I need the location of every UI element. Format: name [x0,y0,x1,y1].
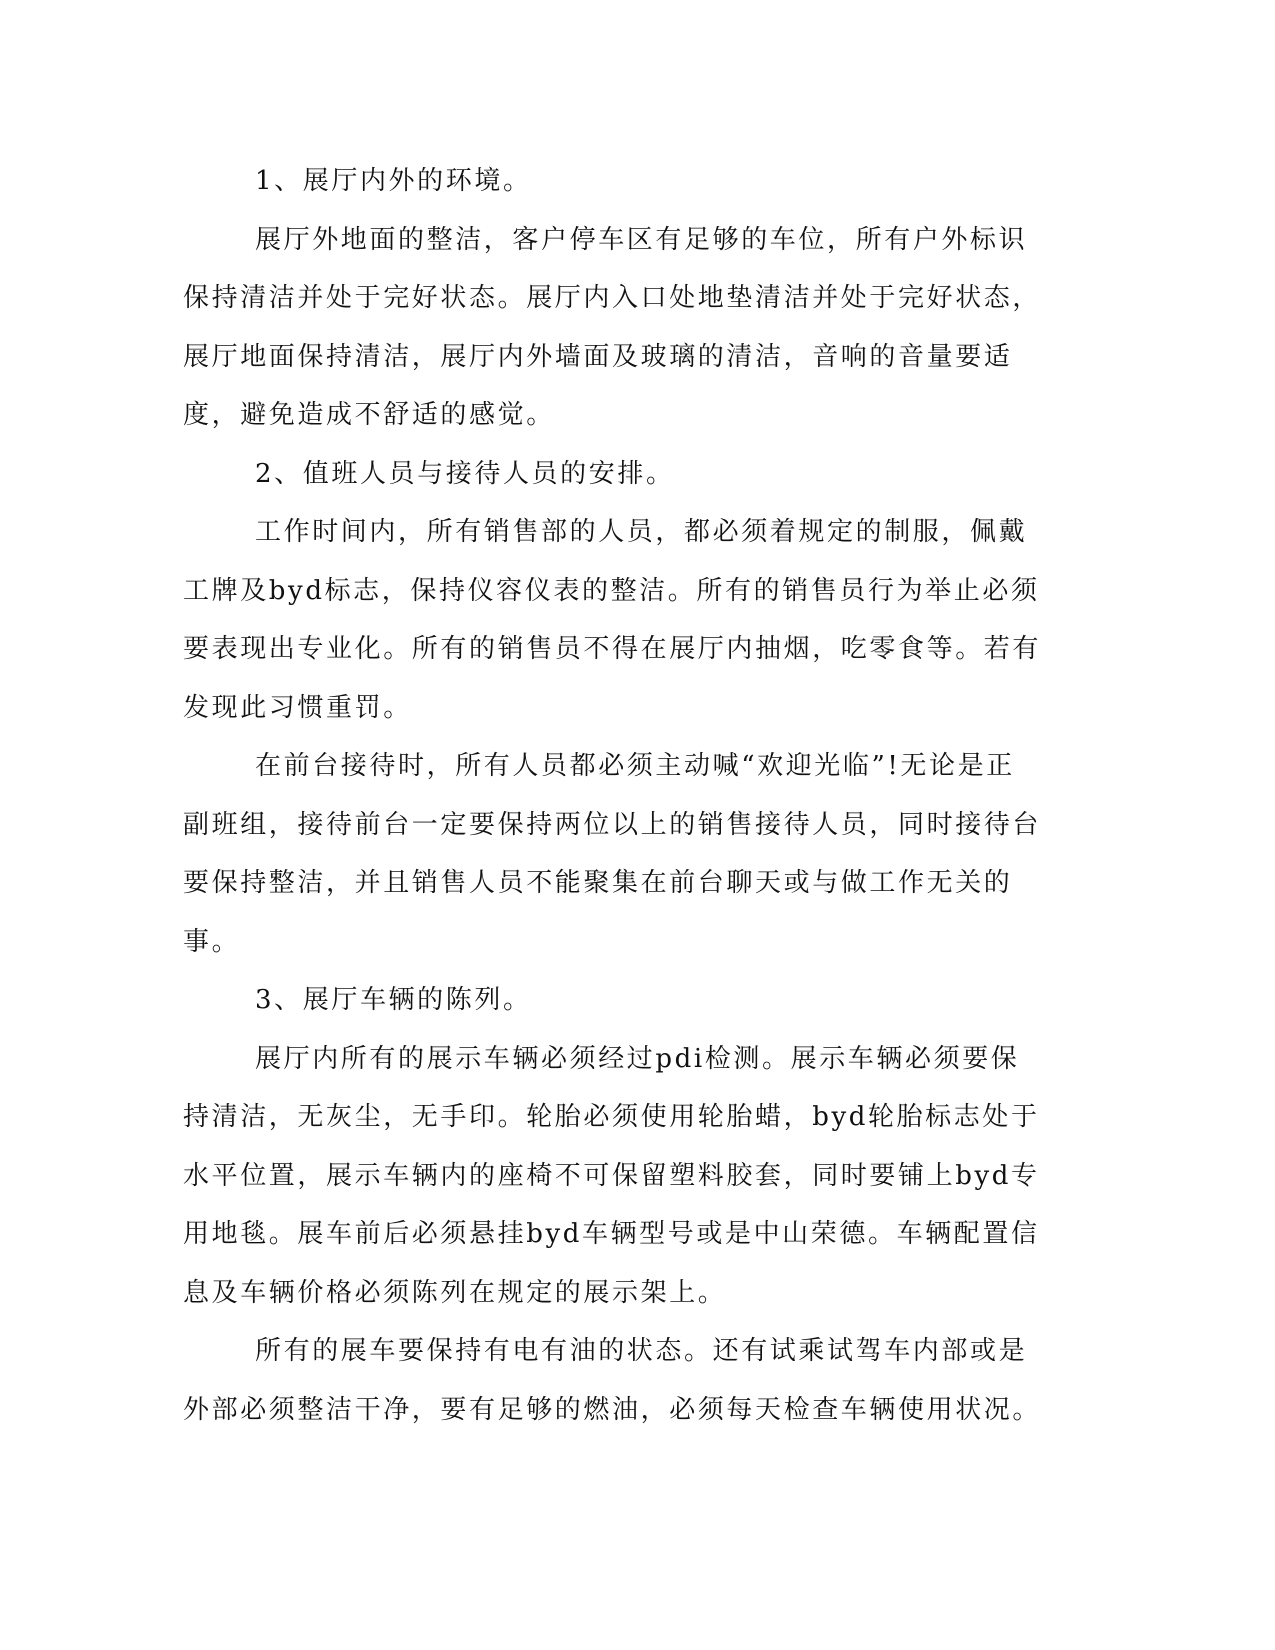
section-heading-3: 3、展厅车辆的陈列。 [255,985,532,1015]
paragraph-front-desk-reception: 在前台接待时，所有人员都必须主动喊“欢迎光临”!无论是正副班组，接待前台一定要保持两位以上的销售接待人员，同时接待台要保持整洁，并且销售人员不能聚集在前台聊天或与做工作无关的事。 [183,751,1042,957]
paragraph-showroom-environment: 展厅外地面的整洁，客户停车区有足够的车位，所有户外标识保持清洁并处于完好状态。展厅内入口处地垫清洁并处于完好状态，展厅地面保持清洁，展厅内外墙面及玻璃的清洁，音响的音量要适度，避免造成不舒适的感觉。 [183,224,1042,430]
paragraph-staff-dress-code: 工作时间内，所有销售部的人员，都必须着规定的制服，佩戴工牌及byd标志，保持仪容仪表的整洁。所有的销售员行为举止必须要表现出专业化。所有的销售员不得在展厅内抽烟，吃零食等。若有发现此习惯重罚。 [183,517,1042,723]
paragraph-vehicle-readiness: 所有的展车要保持有电有油的状态。还有试乘试驾车内部或是外部必须整洁干净，要有足够的燃油，必须每天检查车辆使用状况。 [183,1336,1042,1425]
document-body [183,152,1043,1439]
section-heading-1: 1、展厅内外的环境。 [255,166,532,196]
section-heading-2: 2、值班人员与接待人员的安排。 [255,458,675,489]
paragraph-vehicle-display: 展厅内所有的展示车辆必须经过pdi检测。展示车辆必须要保持清洁，无灰尘，无手印。轮胎必须使用轮胎蜡，byd轮胎标志处于水平位置，展示车辆内的座椅不可保留塑料胶套，同时要铺上byd专用地毯。展车前后必须悬挂byd车辆型号或是中山荣德。车辆配置信息及车辆价格必须陈列在规定的展示架上。 [183,1043,1040,1308]
